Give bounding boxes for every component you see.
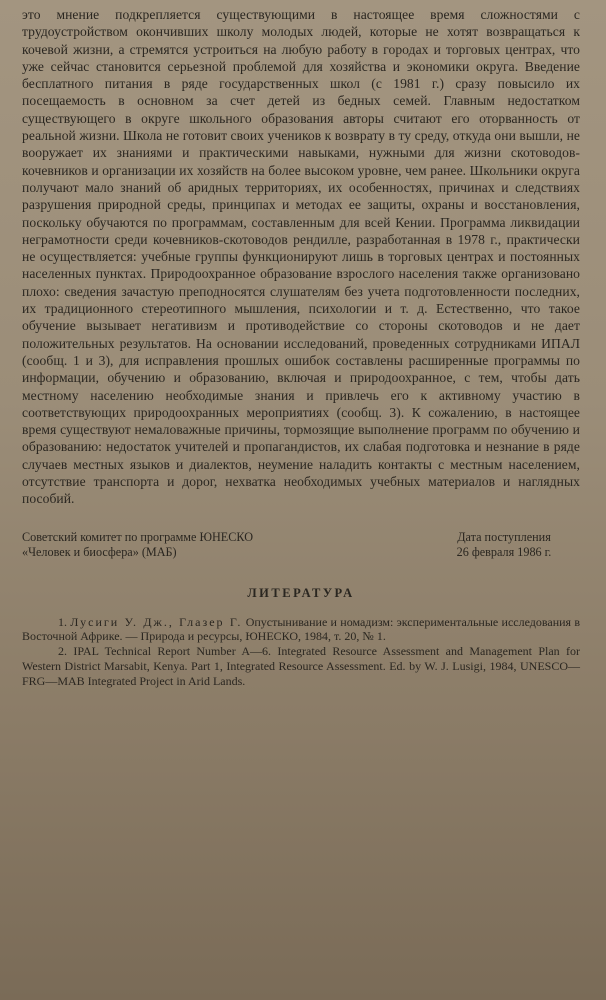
received-date — [434, 530, 574, 560]
reference-item — [22, 615, 580, 645]
reference-number: 1. — [58, 614, 67, 629]
reference-number: 2. — [58, 644, 67, 659]
affiliation — [22, 530, 322, 560]
received-value: 26 февраля 1986 г. — [456, 544, 552, 559]
signature-block — [22, 530, 580, 560]
affiliation-line-2: «Человек и биосфера» (МАБ) — [22, 544, 177, 559]
reference-text: Опустынивание и номадизм: экспериментальные исследования в Восточной Африке. — Природа и ресурсы, ЮНЕСКО, 1984, т. 20, № 1. — [22, 614, 581, 644]
received-label: Дата поступления — [457, 529, 551, 544]
reference-text: IPAL Technical Report Number A—6. Integrated Resource Assessment and Management Plan for Western District Marsabit, Kenya. Part 1, Integrated Resource Assessment. Ed. by W. J. Lusigi, 1984, UNESCO—FRG—MAB Integrated Project in Arid Lands. — [22, 644, 580, 688]
article-body — [22, 6, 580, 508]
affiliation-line-1: Советский комитет по программе ЮНЕСКО — [22, 529, 254, 544]
reference-item — [22, 644, 580, 688]
reference-authors: Лусиги У. Дж., Глазер Г. — [70, 614, 243, 629]
article-paragraph: это мнение подкрепляется существующими в настоящее время сложностями с трудоустройством окончивших школу молодых людей, которые не хотят возвращаться к кочевой жизни, а стремятся устроиться на любую работу в городах и торговых центрах, что уже сейчас становится серьезной проблемой для хозяйства и экономики округа. Введение бесплатного питания в ряде государственных школ (с 1981 г.) сразу повысило их посещаемость в основном за счет детей из бедных семей. Главным недостатком существующего в округе школьного образования авторы считают его оторванность от реальной жизни. Школа не готовит своих учеников к возврату в ту среду, откуда они вышли, не вооружает их знаниями и практическими навыками, нужными для жизни скотоводов-кочевников и организации их хозяйств на более высоком уровне, чем ранее. Школьники округа получают мало знаний об аридных территориях, их особенностях, причинах и следствиях разрушения природной среды, принципах и методах ее защиты, охраны и восстановления, поскольку обучаются по программам, составленным для всей Кении. Программа ликвидации неграмотности среди кочевников-скотоводов рендилле, разработанная в 1978 г., практически не осуществляется: учебные группы функционируют лишь в торговых центрах и постоянных населенных пунктах. Природоохранное образование взрослого населения также организовано плохо: сведения зачастую преподносятся слушателям без учета подготовленности последних, их традиционного стереотипного мышления, психологии и т. д. Естественно, что такое обучение вызывает негативизм и противодействие со стороны скотоводов и не дает положительных результатов. На основании исследований, проведенных сотрудниками ИПАЛ (сообщ. 1 и 3), для исправления прошлых ошибок составлены расширенные программы по информации, обучению и образованию, включая и природоохранное, с тем, чтобы дать местному населению необходимые знания и привлечь его к активному участию в соответствующих природоохранных мероприятиях (сообщ. 3). К сожалению, в настоящее время существуют немаловажные причины, тормозящие выполнение программ по обучению и образованию: недостаток учителей и пропагандистов, их слабая подготовка и незнание в ряде случаев местных языков и диалектов, неумение наладить контакты с местным населением, отсутствие транспорта и дорог, нехватка необходимых учебных материалов и наглядных пособий. — [22, 7, 580, 507]
literature-heading: ЛИТЕРАТУРА — [247, 585, 355, 600]
reference-list — [22, 615, 580, 689]
